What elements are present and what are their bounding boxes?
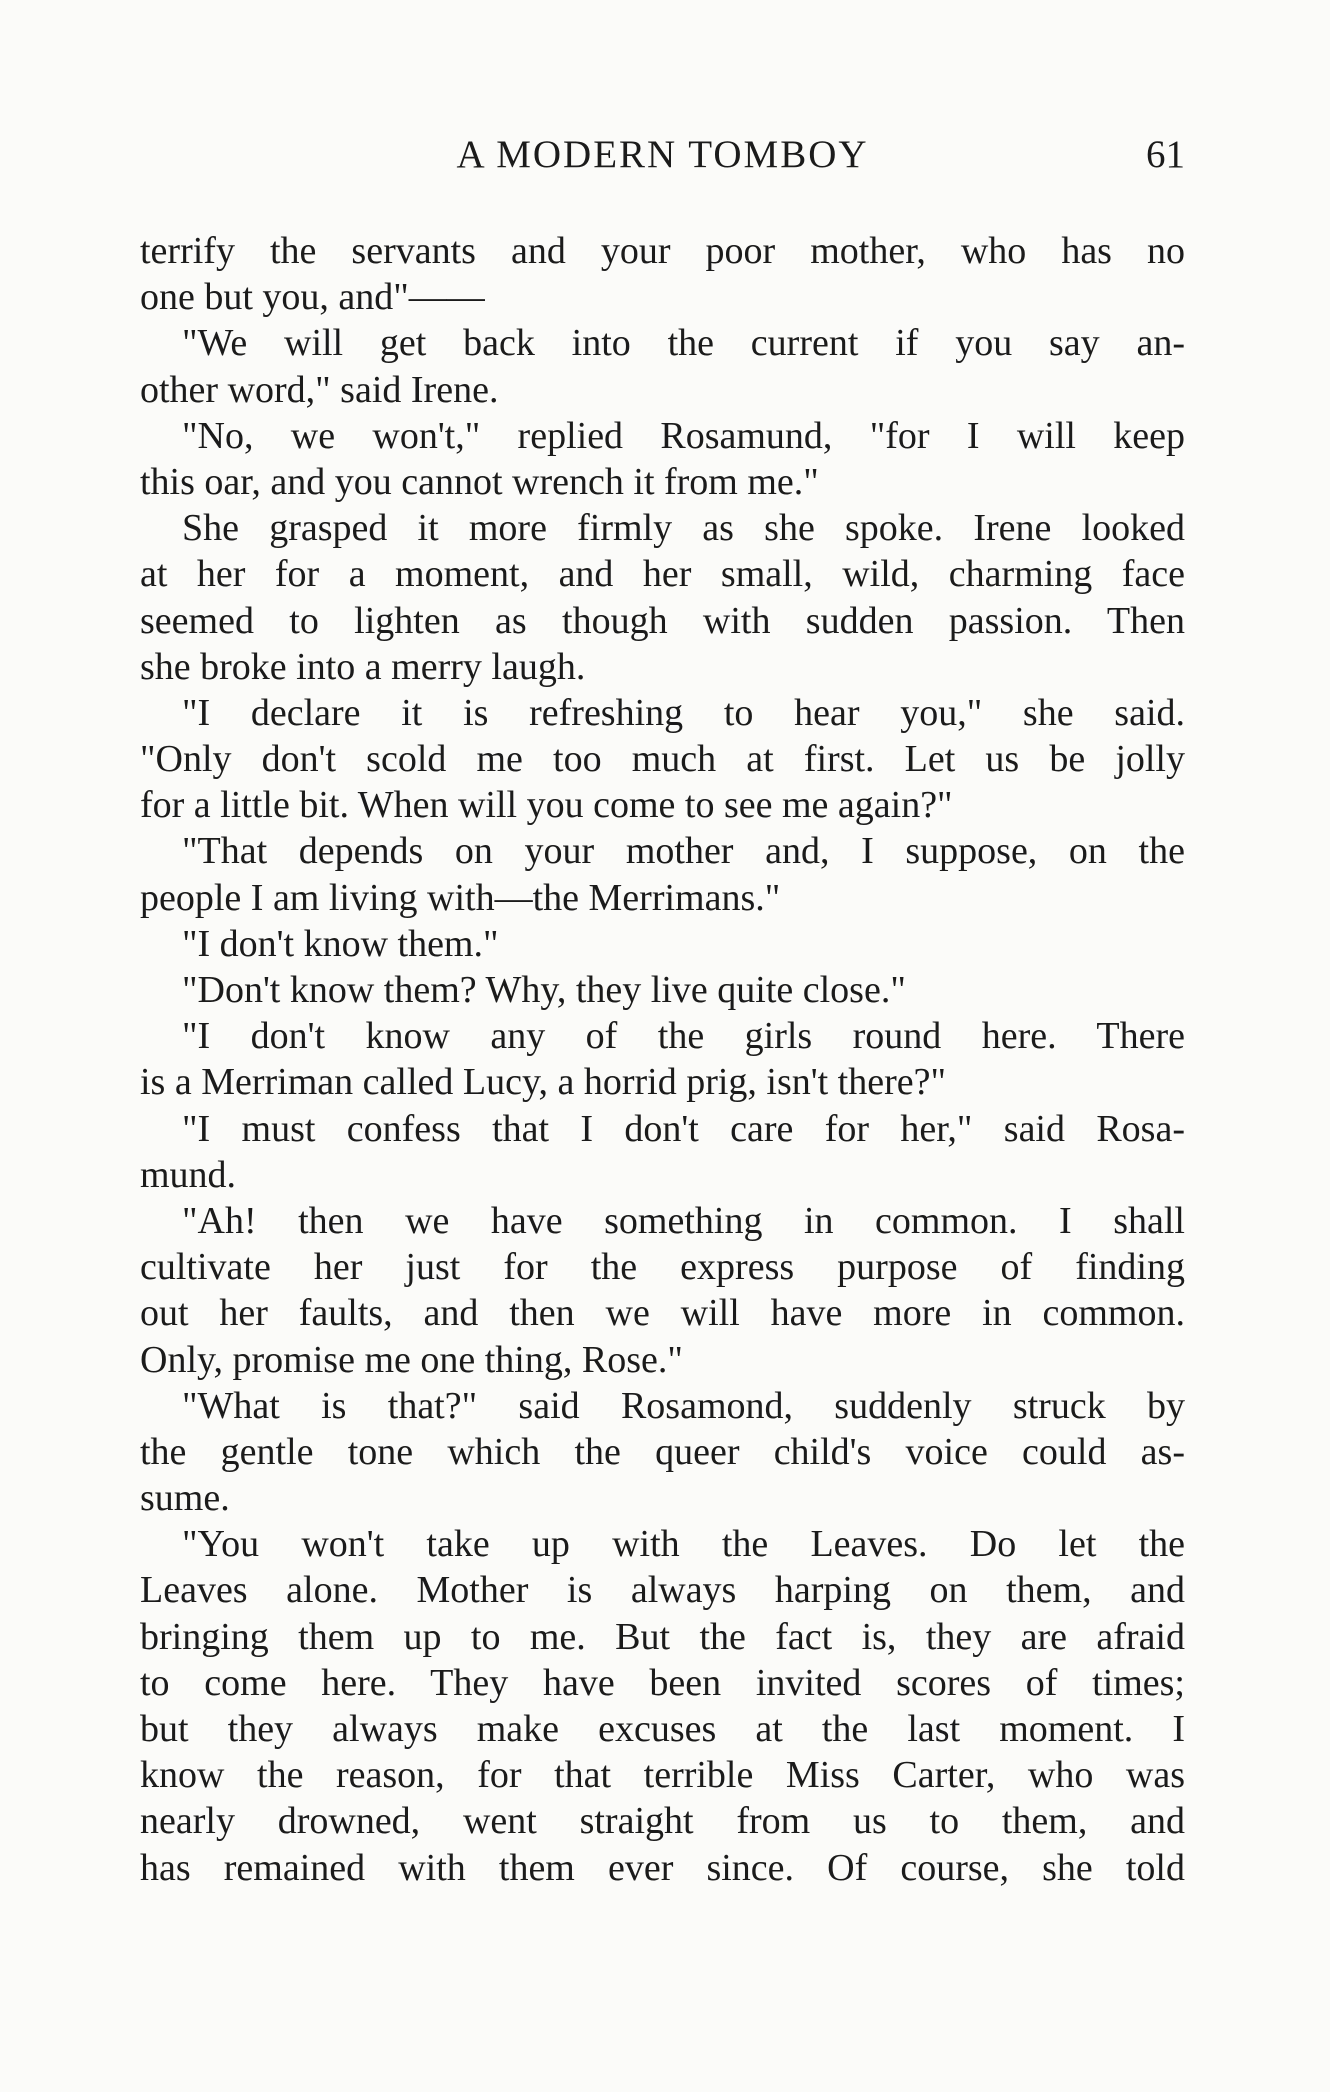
page-number: 61 (1146, 133, 1185, 176)
text-line: cultivate her just for the express purpose of finding (140, 1246, 1185, 1289)
text-line: for a little bit. When will you come to see me again?" (140, 784, 953, 827)
text-line: other word," said Irene. (140, 368, 499, 411)
text-line: know the reason, for that terrible Miss Carter, who was (140, 1754, 1185, 1797)
text-line: "Ah! then we have something in common. I shall (182, 1199, 1185, 1242)
text-line: mund. (140, 1153, 237, 1196)
text-line: she broke into a merry laugh. (140, 645, 586, 688)
text-line: "We will get back into the current if you say an- (182, 322, 1185, 365)
running-head (140, 132, 1185, 182)
text-line: She grasped it more firmly as she spoke. Irene looked (182, 507, 1185, 550)
text-line: "I don't know any of the girls round here. There (182, 1015, 1185, 1058)
text-line: people I am living with—the Merrimans." (140, 876, 781, 919)
text-line: at her for a moment, and her small, wild, charming face (140, 553, 1185, 596)
text-line: sume. (140, 1477, 230, 1520)
text-line: "That depends on your mother and, I suppose, on the (182, 830, 1185, 873)
text-line: "I must confess that I don't care for her," said Rosa- (182, 1107, 1185, 1150)
text-line: "I declare it is refreshing to hear you," she said. (182, 691, 1185, 734)
text-line: out her faults, and then we will have more in common. (140, 1292, 1185, 1335)
text-line: nearly drowned, went straight from us to them, and (140, 1800, 1185, 1843)
text-line: the gentle tone which the queer child's voice could as- (140, 1430, 1185, 1473)
text-line: one but you, and"—— (140, 276, 485, 319)
text-line: bringing them up to me. But the fact is, they are afraid (140, 1615, 1185, 1658)
text-line: Only, promise me one thing, Rose." (140, 1338, 683, 1381)
running-title: A MODERN TOMBOY (456, 133, 869, 176)
text-line: to come here. They have been invited scores of times; (140, 1661, 1185, 1704)
text-line: is a Merriman called Lucy, a horrid prig, isn't there?" (140, 1061, 946, 1104)
text-line: "Don't know them? Why, they live quite close." (182, 969, 906, 1011)
text-line: Leaves alone. Mother is always harping on them, and (140, 1569, 1185, 1612)
text-line: has remained with them ever since. Of course, she told (140, 1846, 1185, 1889)
text-line: "No, we won't," replied Rosamund, "for I will keep (182, 414, 1185, 457)
text-line: "What is that?" said Rosamond, suddenly struck by (182, 1384, 1185, 1427)
text-line: terrify the servants and your poor mother, who has no (140, 230, 1185, 272)
text-line: this oar, and you cannot wrench it from me." (140, 460, 819, 503)
text-line: "Only don't scold me too much at first. Let us be jolly (140, 738, 1185, 781)
text-line: "I don't know them." (182, 922, 499, 965)
text-line: but they always make excuses at the last moment. I (140, 1708, 1185, 1750)
text-line: seemed to lighten as though with sudden passion. Then (140, 599, 1185, 642)
body-text (140, 228, 1185, 1891)
text-line: "You won't take up with the Leaves. Do let the (182, 1523, 1185, 1566)
